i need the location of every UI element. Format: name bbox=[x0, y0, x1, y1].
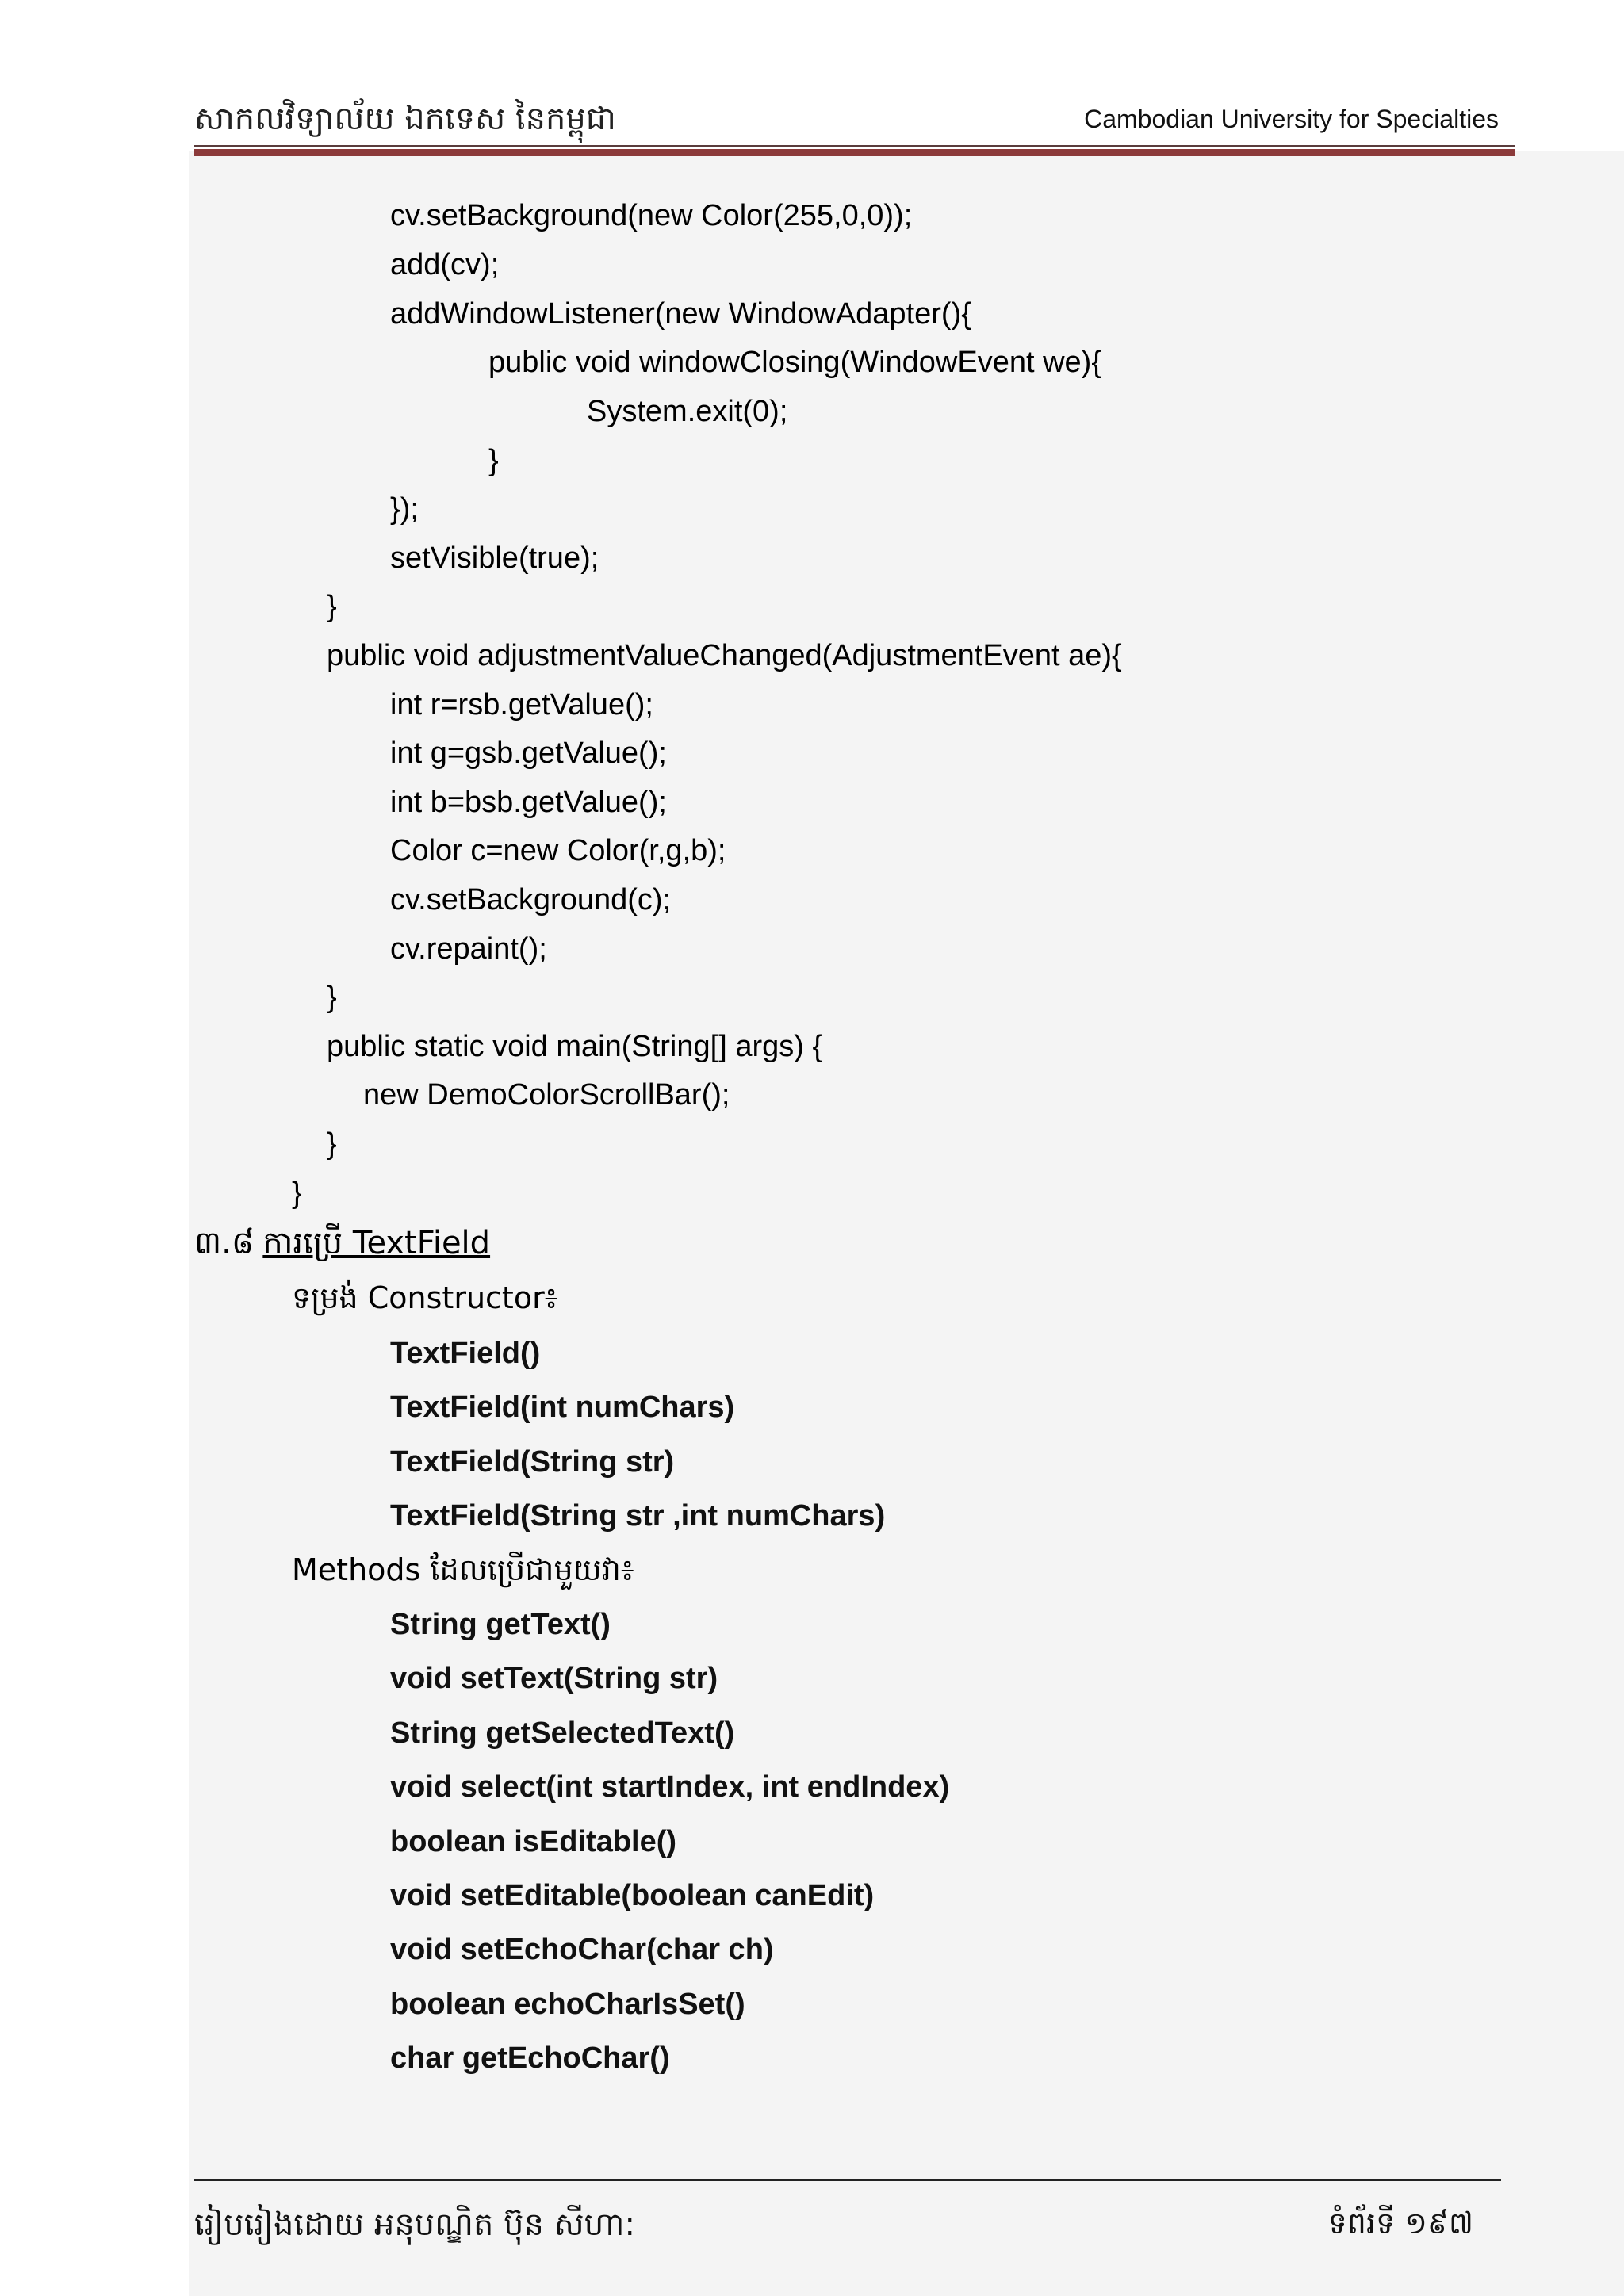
footer-rule bbox=[194, 2179, 1501, 2181]
constructor-item: TextField(String str ,int numChars) bbox=[390, 1499, 886, 1533]
footer-page-number: ទំព័រទី ១៩៧ bbox=[1327, 2206, 1473, 2241]
code-line: } bbox=[327, 1127, 337, 1161]
method-item: void select(int startIndex, int endIndex) bbox=[390, 1770, 950, 1804]
constructor-item: TextField(int numChars) bbox=[390, 1391, 735, 1424]
constructor-item: TextField() bbox=[390, 1337, 541, 1370]
code-line: int b=bsb.getValue(); bbox=[390, 786, 667, 819]
code-line: cv.repaint(); bbox=[390, 932, 547, 966]
code-line: setVisible(true); bbox=[390, 541, 599, 575]
code-line: new DemoColorScrollBar(); bbox=[363, 1078, 730, 1112]
method-item: char getEchoChar() bbox=[390, 2042, 670, 2075]
code-line: int r=rsb.getValue(); bbox=[390, 688, 653, 721]
section-heading bbox=[194, 1224, 490, 1262]
code-line: addWindowListener(new WindowAdapter(){ bbox=[390, 297, 971, 331]
method-item: String getSelectedText() bbox=[390, 1716, 735, 1750]
code-line: public void windowClosing(WindowEvent we){ bbox=[488, 346, 1102, 379]
code-line: cv.setBackground(c); bbox=[390, 883, 672, 916]
code-line: public static void main(String[] args) { bbox=[327, 1030, 823, 1063]
code-line: int g=gsb.getValue(); bbox=[390, 737, 667, 770]
header-university-khmer: សាកលវិទ្យាល័យ ឯកទេស នៃកម្ពុជា bbox=[194, 101, 616, 137]
code-line: } bbox=[488, 444, 499, 477]
method-item: String getText() bbox=[390, 1608, 611, 1641]
code-line: } bbox=[327, 590, 337, 623]
header-university-english: Cambodian University for Specialties bbox=[1084, 105, 1499, 133]
section-number: ៣.៨ bbox=[194, 1225, 255, 1261]
method-item: void setText(String str) bbox=[390, 1662, 718, 1695]
footer-author: រៀបរៀងដោយ អនុបណ្ឌិត ប៊ុន សីហា: bbox=[194, 2206, 635, 2243]
code-line: }); bbox=[390, 492, 419, 526]
methods-label: Methods ដែលប្រើជាមួយវា៖ bbox=[292, 1552, 634, 1587]
code-line: } bbox=[292, 1177, 302, 1210]
section-title: ការប្រើ TextField bbox=[262, 1225, 491, 1261]
header-rule-accent bbox=[194, 149, 1515, 156]
page-shading bbox=[189, 151, 1624, 2296]
code-line: cv.setBackground(new Color(255,0,0)); bbox=[390, 199, 913, 232]
method-item: boolean isEditable() bbox=[390, 1825, 677, 1858]
method-item: boolean echoCharIsSet() bbox=[390, 1988, 745, 2021]
page-header bbox=[194, 87, 1499, 151]
code-line: add(cv); bbox=[390, 248, 500, 281]
method-item: void setEditable(boolean canEdit) bbox=[390, 1879, 875, 1912]
method-item: void setEchoChar(char ch) bbox=[390, 1933, 774, 1966]
constructor-item: TextField(String str) bbox=[390, 1445, 675, 1479]
code-line: public void adjustmentValueChanged(AdjustmentEvent ae){ bbox=[327, 639, 1122, 672]
code-line: Color c=new Color(r,g,b); bbox=[390, 834, 726, 867]
constructor-label: ទម្រង់ Constructor៖ bbox=[292, 1280, 558, 1315]
header-rule bbox=[194, 145, 1515, 147]
code-line: System.exit(0); bbox=[587, 395, 788, 428]
code-line: } bbox=[327, 981, 337, 1014]
